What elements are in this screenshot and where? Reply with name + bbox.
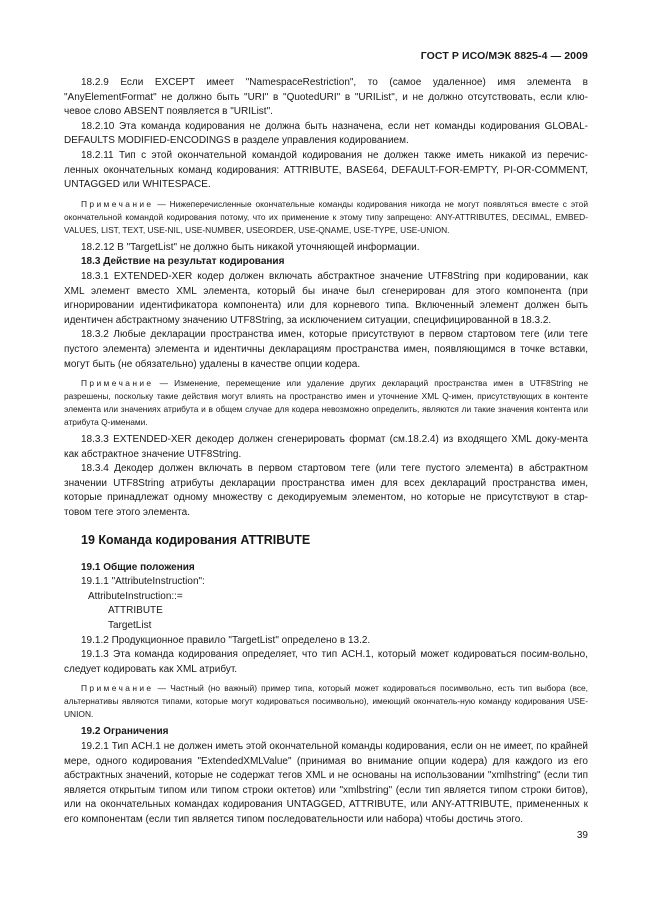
code-line-1: AttributeInstruction::=: [88, 590, 183, 602]
note-label: Примечание: [81, 683, 154, 694]
paragraph-19-1-1: 19.1.1 "AttributeInstruction":: [81, 576, 205, 588]
paragraph-18-2-10: 18.2.10 Эта команда кодирования не должна быть назначена, если нет команды кодирования GLOBAL-DEFAULTS MODIFIED-ENCODINGS в разделе управления кодированием.: [64, 120, 588, 147]
paragraph-18-2-11: 18.2.11 Тип с этой окончательной командой кодирования не должен также иметь никакой из перечис-ленных окончательных команд кодирования: ATTRIBUTE, BASE64, DEFAULT-FOR-EMPTY, PI-OR-COMMENT, UNTAGGED или WHITESPACE.: [64, 149, 588, 191]
note-text: — Нижеперечисленные окончательные команды кодирования никогда не могут появляться вместе с этой окончательной командой кодирования потому, что их применение к этому типу запрещено: ANY-ATTRIBUTES, DECIMAL, EMBED-VALUES, LIST, TEXT, USE-NIL, USE-NUMBER, USEORDER, USE-QNAME, USE-TYPE, USE-UNION.: [64, 198, 588, 235]
heading-19: 19 Команда кодирования ATTRIBUTE: [81, 532, 311, 547]
note-label: Примечание: [81, 198, 154, 209]
heading-19-2: 19.2 Ограничения: [81, 726, 169, 738]
note-1: [64, 198, 588, 237]
paragraph-18-2-12: 18.2.12 В "TargetList" не должно быть никакой уточняющей информации.: [81, 241, 420, 253]
note-2: [64, 377, 588, 429]
document-header: ГОСТ Р ИСО/МЭК 8825-4 — 2009: [420, 50, 588, 62]
paragraph-18-3-3: 18.3.3 EXTENDED-XER декодер должен сгенерировать формат (см.18.2.4) из входящего XML доку-мента как абстрактное значение UTF8String.: [64, 434, 588, 460]
heading-19-1: 19.1 Общие положения: [81, 561, 195, 573]
code-line-2: ATTRIBUTE: [108, 605, 163, 617]
paragraph-18-3-2: 18.3.2 Любые декларации пространства имен, которые присутствуют в первом стартовом теге (или теге пустого элемента) элемента и идентичны декларациям пространства имен, появляющимся в точке вставки, могут быть (не обязательно) удалены в качестве опции кодера.: [64, 329, 588, 370]
note-label: Примечание: [81, 378, 154, 389]
note-text: — Частный (но важный) пример типа, который может кодироваться посимвольно, есть тип выбора (все, альтернативы являются типами, которые могут кодироваться посимвольно), имеющий окончатель-ную команду кодирования USE-UNION.: [64, 683, 588, 720]
code-line-3: TargetList: [108, 620, 152, 632]
document-body: [64, 76, 588, 828]
paragraph-19-2-1: 19.2.1 Тип ACH.1 не должен иметь этой окончательной команды кодирования, если он не имеет, по крайней мере, одного кодирования "ExtendedXMLValue" (принимая во внимание опции кодера) для каждого из его абстрактных значений, которые не содержат тегов XML и не основаны на использовании "xmlhstring" (если тип является открытым типом или типом строки октетов) или "xmlbstring" (если тип является типом строки битов), или на окончательных командах кодирования UNTAGGED, ATTRIBUTE, или ANY-ATTRIBUTE, примененных к его компонентам (если тип является типом последовательности или набора) чтобы достичь этого.: [64, 741, 588, 825]
paragraph-19-1-2: 19.1.2 Продукционное правило "TargetList" определено в 13.2.: [81, 634, 371, 646]
paragraph-18-3-4: 18.3.4 Декодер должен включать в первом стартовом теге (или теге пустого элемента) в абстрактном значении UTF8String атрибуты декларации пространства имен для всех деклараций пространства имен, которые принадлежат одному множеству с декодируемым элементом, но которые не присутствуют в стар-товом теге этого элемента.: [64, 463, 588, 519]
note-text: — Изменение, перемещение или удаление других деклараций пространства имен в UTF8String не разрешены, поскольку такие действия могут влиять на пространство имен и уточнение XML Q-имен, присутствующих в контенте элемента или значениях атрибута и в общем случае для кодера невозможно определить, являются ли такие значения контента или атрибута Q-именами.: [64, 378, 588, 428]
paragraph-18-2-9: 18.2.9 Если EXCEPT имеет "NamespaceRestriction", то (самое удаленное) имя элемента в "AnyElementFormat" не должно быть "URI" в "QuotedURI" в "URIList", и не должно отсутствовать, если клю-чевое слово ABSENT появляется в "URIList".: [64, 77, 588, 118]
heading-18-3: 18.3 Действие на результат кодирования: [81, 256, 285, 268]
paragraph-18-3-1: 18.3.1 EXTENDED-XER кодер должен включать абстрактное значение UTF8String при кодировании, как XML элемент вместо XML элемента, который бы иначе был сгенерирован для этого компонента (при игнорировании идентификатора компонента) или для корневого типа. Включенный элемент должен быть идентичен абстрактному значению UTF8String, за исключением ситуации, специфицированной в 18.3.2.: [64, 270, 588, 326]
paragraph-19-1-3: 19.1.3 Эта команда кодирования определяет, что тип ACH.1, который может кодироваться посим-вольно, следует кодировать как XML атрибут.: [64, 649, 588, 675]
note-3: [64, 682, 588, 721]
page-number: 39: [576, 830, 588, 841]
